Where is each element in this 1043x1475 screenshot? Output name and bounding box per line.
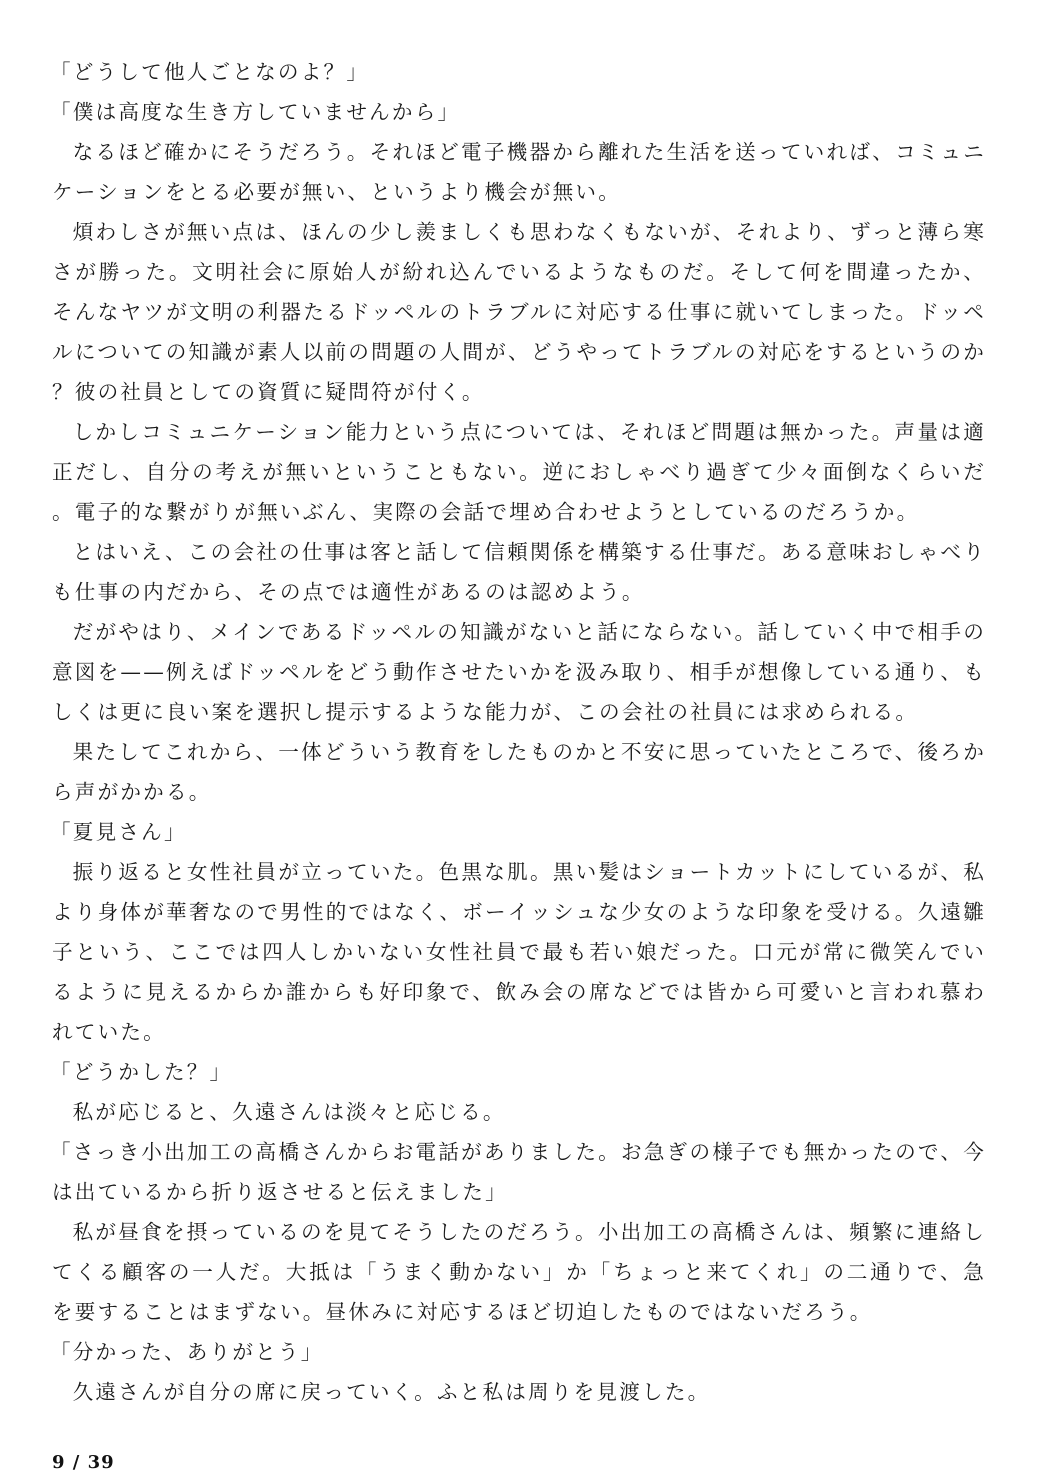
paragraph: 「どうかした？」: [50, 1060, 233, 1084]
paragraph: 私が応じると、久遠さんは淡々と応じる。: [72, 1100, 506, 1124]
paragraph: とはいえ、この会社の仕事は客と話して信頼関係を構築する仕事だ。ある意味おしゃべりも仕事の内だから、その点では適性があるのは認めよう。: [52, 540, 986, 604]
paragraph: 「さっき小出加工の高橋さんからお電話がありました。お急ぎの様子でも無かったので、今は出ているから折り返させると伝えました」: [50, 1140, 986, 1204]
paragraph: 振り返ると女性社員が立っていた。色黒な肌。黒い髪はショートカットにしているが、私より身体が華奢なので男性的ではなく、ボーイッシュな少女のような印象を受ける。久遠雛子という、ここでは四人しかいない女性社員で最も若い娘だった。口元が常に微笑んでいるように見えるからか誰からも好印象で、飲み会の席などでは皆から可愛いと言われ慕われていた。: [52, 860, 986, 1044]
paragraph: 果たしてこれから、一体どういう教育をしたものかと不安に思っていたところで、後ろから声がかかる。: [52, 740, 986, 804]
paragraph: だがやはり、メインであるドッペルの知識がないと話にならない。話していく中で相手の意図を——例えばドッペルをどう動作させたいかを汲み取り、相手が想像している通り、もしくは更に良い案を選択し提示するような能力が、この会社の社員には求められる。: [52, 620, 986, 724]
page-number: 9 / 39: [52, 1452, 115, 1473]
paragraph: なるほど確かにそうだろう。それほど電子機器から離れた生活を送っていれば、コミュニケーションをとる必要が無い、というより機会が無い。: [52, 140, 986, 204]
document-body: [52, 52, 986, 1412]
paragraph: 「どうして他人ごとなのよ？」: [50, 60, 370, 84]
paragraph: しかしコミュニケーション能力という点については、それほど問題は無かった。声量は適正だし、自分の考えが無いということもない。逆におしゃべり過ぎて少々面倒なくらいだ。電子的な繋がりが無いぶん、実際の会話で埋め合わせようとしているのだろうか。: [52, 420, 986, 524]
paragraph: 煩わしさが無い点は、ほんの少し羨ましくも思わなくもないが、それより、ずっと薄ら寒さが勝った。文明社会に原始人が紛れ込んでいるようなものだ。そして何を間違ったか、そんなヤツが文明の利器たるドッペルのトラブルに対応する仕事に就いてしまった。ドッペルについての知識が素人以前の問題の人間が、どうやってトラブルの対応をするというのか？彼の社員としての資質に疑問符が付く。: [52, 220, 986, 404]
paragraph: 「僕は高度な生き方していませんから」: [50, 100, 461, 124]
paragraph: 私が昼食を摂っているのを見てそうしたのだろう。小出加工の高橋さんは、頻繁に連絡してくる顧客の一人だ。大抵は「うまく動かない」か「ちょっと来てくれ」の二通りで、急を要することはまずない。昼休みに対応するほど切迫したものではないだろう。: [52, 1220, 986, 1324]
paragraph: 「夏見さん」: [50, 820, 187, 844]
paragraph: 「分かった、ありがとう」: [50, 1340, 324, 1364]
paragraph: 久遠さんが自分の席に戻っていく。ふと私は周りを見渡した。: [72, 1380, 711, 1404]
